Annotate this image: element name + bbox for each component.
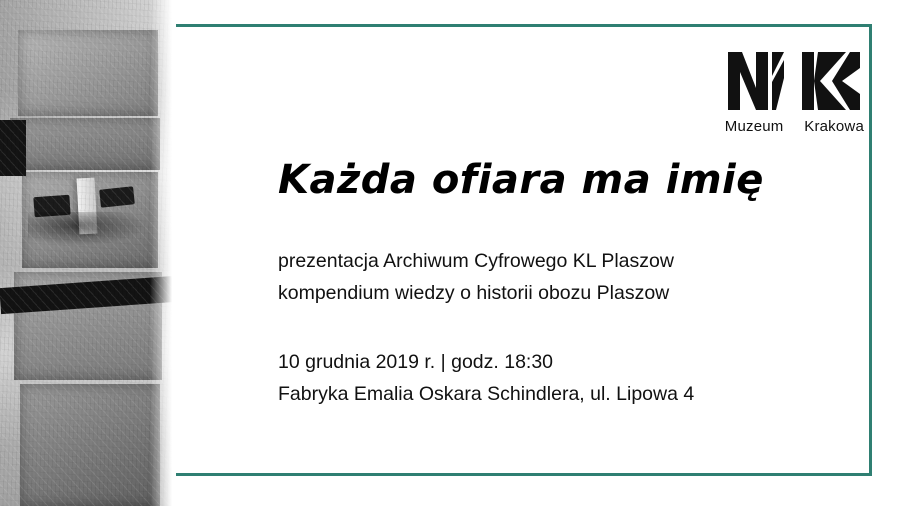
mk-monogram-icon	[726, 52, 862, 112]
details-line-venue: Fabryka Emalia Oskara Schindlera, ul. Lipowa 4	[278, 382, 695, 405]
subtitle-line-2: kompendium wiedzy o historii obozu Plaszow	[278, 281, 670, 304]
poster-details	[278, 347, 838, 410]
monument-photo	[0, 0, 176, 506]
logo-word-museum: Muzeum	[724, 118, 784, 135]
poster-text-block	[278, 158, 838, 410]
logo-word-krakowa: Krakowa	[804, 118, 864, 135]
poster-title: Każda ofiara ma imię	[278, 157, 764, 203]
poster-subtitle	[278, 246, 838, 309]
museum-logo	[725, 52, 864, 135]
details-line-date-time: 10 grudnia 2019 r. | godz. 18:30	[278, 351, 554, 374]
logo-wordmark	[725, 118, 864, 135]
subtitle-line-1: prezentacja Archiwum Cyfrowego KL Plaszow	[278, 250, 674, 272]
photo-edge-fade	[150, 0, 176, 506]
